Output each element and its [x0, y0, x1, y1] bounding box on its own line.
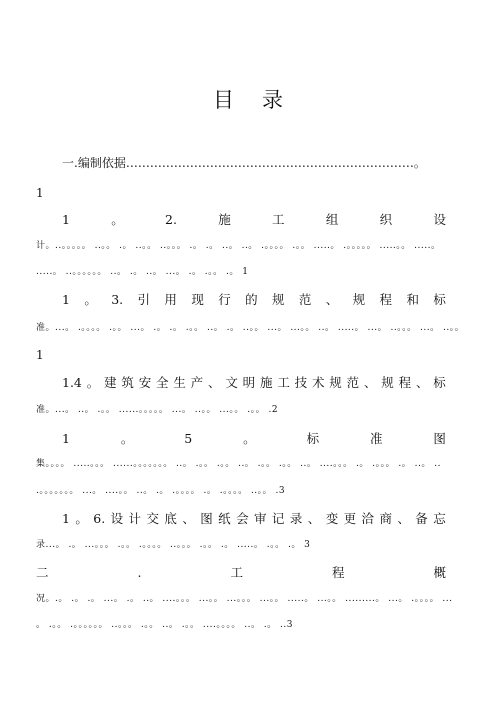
toc-entry-7-line-1: [36, 566, 446, 580]
toc-e6-token: 审: [254, 511, 267, 526]
toc-e6-token: 更: [343, 511, 357, 526]
toc-e5-token: 准: [369, 431, 383, 446]
toc-e3-token: 引: [137, 292, 151, 307]
toc-e7-token: 二: [36, 565, 49, 580]
toc-e3-token: 规: [271, 292, 285, 307]
title-char-1: 目: [213, 88, 234, 112]
toc-entry-4-line-2: 准。...。 ..。 .。。 ......。。。。。 ...。 ..。。 ...。。 .。。 .2: [36, 405, 279, 415]
toc-entry-2-line-2: 计。..。。。。。 ..。。 .。 ..。。 ..。。。 .。 .。 ..。 ..。 .。。。。 .。。 .....。 .。。。。。 .....。。 .....。: [36, 241, 441, 251]
title-char-2: 录: [262, 88, 283, 112]
toc-e5-token: 。: [243, 431, 256, 446]
toc-e5-token: 。: [120, 431, 134, 446]
toc-e6-token: 1: [62, 511, 70, 526]
toc-e4-token: 程: [398, 375, 412, 390]
toc-e3-token: 标: [433, 292, 446, 307]
toc-e4-token: 、: [415, 375, 429, 390]
toc-e3-token: 、: [325, 292, 339, 307]
toc-e4-token: 安: [138, 375, 152, 390]
toc-e6-token: 6.: [93, 511, 106, 526]
toc-entry-1-dots: ………………………………………………………………: [125, 156, 414, 170]
toc-e5-token: 1: [62, 431, 70, 446]
toc-e6-token: 底: [164, 511, 177, 526]
toc-e6-token: 洽: [361, 511, 375, 526]
toc-e3-token: 用: [164, 292, 177, 307]
toc-e7-token: 概: [433, 565, 446, 580]
toc-e6-token: 图: [200, 511, 213, 526]
toc-e7-token: .: [137, 565, 142, 580]
toc-e5-token: 5: [184, 431, 193, 446]
toc-e4-token: 工: [277, 375, 290, 390]
toc-e2-token: 组: [325, 212, 339, 227]
toc-entry-7-line-2: 况。.。 .。 .。 ...。 .。 ..。 ....。。。 ...。。 ...。。。 ...。。 .....。 ...。。 .........。 ...。 .。。。。 ...: [36, 594, 453, 604]
toc-e6-token: 忘: [433, 511, 446, 526]
toc-e6-token: 计: [128, 511, 142, 526]
toc-entry-1-end: 。: [413, 156, 426, 170]
toc-e6-token: 交: [146, 511, 159, 526]
toc-e4-token: 施: [259, 375, 273, 390]
toc-e4-token: 筑: [121, 375, 134, 390]
toc-e4-token: 、: [208, 375, 221, 390]
toc-e4-token: 生: [173, 375, 186, 390]
page-title: [0, 84, 496, 114]
toc-e3-token: 的: [245, 292, 258, 307]
toc-e3-token: 。: [84, 292, 97, 307]
toc-e4-token: 。: [86, 375, 100, 390]
toc-e2-token: 设: [433, 212, 446, 227]
toc-e5-token: 标: [306, 431, 320, 446]
toc-e6-token: 。: [75, 511, 88, 526]
toc-e4-token: 技: [294, 375, 308, 390]
toc-e4-token: 标: [433, 375, 446, 390]
toc-entry-2-line-1: [62, 213, 446, 227]
toc-e4-token: 建: [104, 375, 117, 390]
toc-e4-token: 范: [346, 375, 360, 390]
toc-e6-token: 变: [325, 511, 339, 526]
toc-entry-3-page: 1: [36, 348, 44, 362]
toc-entry-5-line-3: .。。。。。。。 ...。 ....。。 ..。 .。 .。。。。 .。 .。。。。 ..。。 .3: [36, 486, 286, 496]
toc-e2-token: 。: [111, 212, 124, 227]
toc-e4-token: 规: [329, 375, 342, 390]
toc-entry-2-line-3: .....。 ..。。。。。。 ..。 .。 ..。 ...。 .。 .。。 .。 1: [36, 267, 249, 277]
toc-e4-token: 文: [225, 375, 238, 390]
toc-e6-token: 会: [236, 511, 249, 526]
toc-e2-token: 施: [218, 212, 231, 227]
toc-e4-token: 、: [363, 375, 377, 390]
toc-e6-token: 、: [397, 511, 410, 526]
toc-e6-token: 设: [110, 511, 124, 526]
toc-e3-token: 范: [298, 292, 312, 307]
toc-entry-7-line-3: 。 .。。 .。。。。。。 ..。。。 .。。 ..。 .。。 ....。。。。 ..。 .。 ..3: [36, 620, 293, 630]
toc-e3-token: 现: [191, 292, 204, 307]
toc-e7-token: 工: [230, 565, 243, 580]
toc-e6-token: 录: [289, 511, 303, 526]
toc-entry-5-line-2: 集。。。。 .....。。。 ......。。。。。。。 ..。 .。。 .。。 ..。 .。。 .。。 ..。 ....。。。 .。 .。。。 .。 ..。 ..: [36, 459, 441, 469]
toc-e6-token: 记: [271, 511, 285, 526]
toc-e6-token: 备: [415, 511, 428, 526]
toc-e4-token: 产: [190, 375, 204, 390]
toc-entry-4-line-1: [62, 376, 446, 390]
toc-entry-1-page: 1: [36, 186, 44, 200]
toc-entry-1-text: 一.编制依据: [62, 156, 126, 170]
toc-e4-token: 1.4: [62, 375, 82, 390]
toc-e3-token: 程: [379, 292, 393, 307]
toc-e3-token: 3.: [111, 292, 124, 307]
toc-e6-token: 、: [182, 511, 195, 526]
toc-e4-token: 规: [381, 375, 394, 390]
toc-entry-6-line-2: 录...。 .。 ...。。。 .。。 .。。。。 ..。。。 .。。 .。 .....。 .。。 .。 3: [36, 540, 311, 550]
toc-e3-token: 规: [352, 292, 366, 307]
toc-e2-token: 2.: [165, 212, 177, 227]
toc-e2-token: 工: [272, 212, 285, 227]
toc-e2-token: 1: [62, 212, 70, 227]
toc-entry-3-line-2: 准。...。 .。。。。 .。。 ...。 .。 .。 .。。 ..。 .。 ..。。 ...。 ...。。 ..。 .....。 ...。 ..。。。 ...。 ..。。: [36, 323, 465, 333]
toc-e7-token: 程: [331, 565, 345, 580]
toc-e6-token: 商: [379, 511, 392, 526]
toc-entry-3-line-1: [62, 293, 446, 307]
toc-e3-token: 和: [406, 292, 419, 307]
toc-e5-token: 图: [433, 431, 446, 446]
toc-e3-token: 1: [62, 292, 70, 307]
toc-e4-token: 明: [242, 375, 256, 390]
toc-e6-token: 、: [307, 511, 321, 526]
toc-e4-token: 全: [156, 375, 169, 390]
toc-entry-5-line-1: [62, 432, 446, 446]
toc-e2-token: 织: [379, 212, 393, 227]
toc-e3-token: 行: [218, 292, 231, 307]
toc-e4-token: 术: [311, 375, 325, 390]
toc-entry-6-line-1: [62, 512, 446, 526]
toc-entry-1: [62, 156, 446, 170]
toc-e6-token: 纸: [218, 511, 231, 526]
